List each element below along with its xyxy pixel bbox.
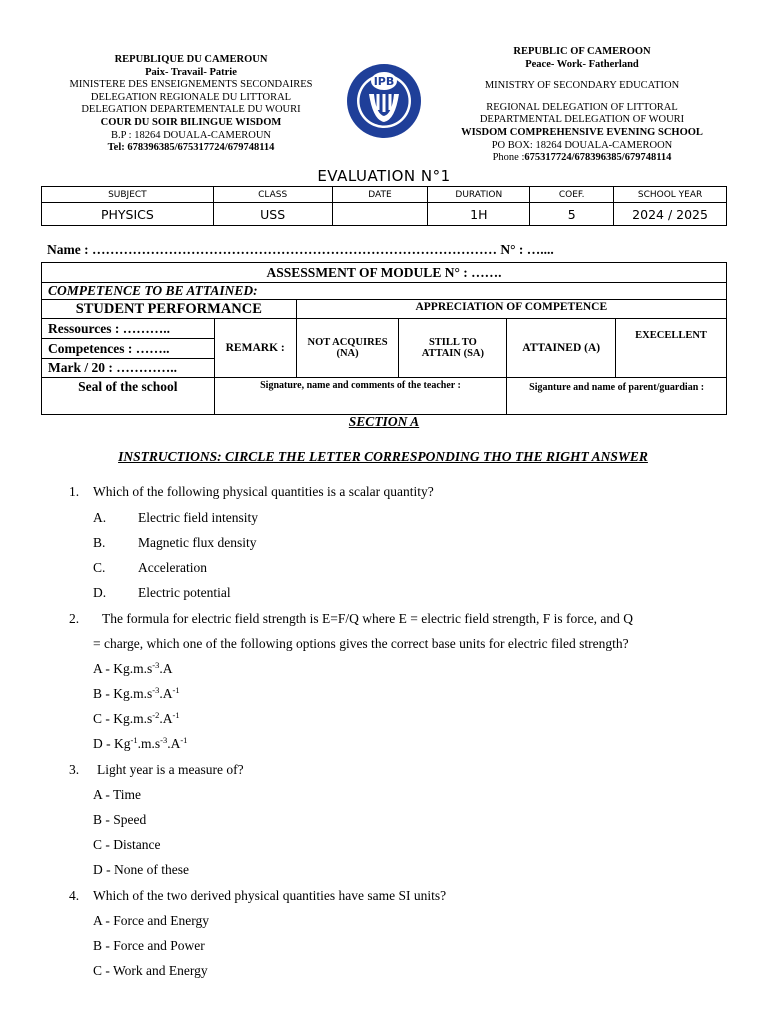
teacher-signature-box[interactable]: Signature, name and comments of the teacher :: [214, 378, 507, 415]
school-name-fr: COUR DU SOIR BILINGUE WISDOM: [100, 116, 282, 128]
phone-label: Phone :: [492, 152, 525, 164]
attained-box[interactable]: ATTAINED (A): [507, 319, 616, 378]
option-letter[interactable]: A.: [93, 510, 107, 525]
departmental-delegation-fr: DELEGATION DEPARTEMENTALE DU WOURI: [81, 104, 301, 116]
phone-fr: Tel: 678396385/675317724/679748114: [107, 142, 275, 154]
question-number: 3.: [69, 762, 80, 777]
info-header-row: [42, 187, 727, 203]
question-text: Light year is a measure of?: [97, 762, 244, 777]
evaluation-title: EVALUATION N°1: [317, 167, 451, 185]
subject-value: PHYSICS: [42, 203, 214, 226]
question-number: 1.: [69, 484, 80, 499]
phone-value: 675317724/678396385/679748114: [524, 152, 672, 164]
remark-label: REMARK :: [214, 319, 296, 378]
regional-delegation-fr: DELEGATION REGIONALE DU LITTORAL: [90, 91, 292, 103]
module-row[interactable]: ASSESSMENT OF MODULE N° : …….: [42, 263, 727, 283]
appreciation-header: APPRECIATION OF COMPETENCE: [296, 300, 726, 319]
student-name-line[interactable]: Name : ……………………………………………………………………………… N° : …....: [47, 242, 554, 257]
ministry-fr: MINISTERE DES ENSEIGNEMENTS SECONDAIRES: [69, 79, 313, 91]
coef-header: COEF.: [530, 187, 614, 203]
q4-option-c[interactable]: C - Work and Energy: [93, 963, 208, 978]
po-box-en: PO BOX: 18264 DOUALA-CAMEROON: [491, 139, 673, 151]
competences-field[interactable]: Competences : ……..: [42, 339, 215, 359]
date-header: DATE: [332, 187, 428, 203]
q3-option-a[interactable]: A - Time: [93, 787, 142, 802]
q3-option-c[interactable]: C - Distance: [93, 837, 161, 852]
q2-option-c[interactable]: C - $Kg.m.s^{-2}.A^{-1}$: [93, 710, 180, 726]
still-to-attain-box[interactable]: [399, 319, 507, 378]
mark-field[interactable]: Mark / 20 : …………..: [42, 359, 215, 378]
regional-delegation-en: REGIONAL DELEGATION OF LITTORAL: [486, 101, 678, 113]
duration-value: 1H: [428, 203, 530, 226]
phone-en: [440, 152, 724, 165]
school-year-value: 2024 / 2025: [614, 203, 727, 226]
class-header: CLASS: [213, 187, 332, 203]
departmental-delegation-en: DEPARTMENTAL DELEGATION OF WOURI: [479, 114, 685, 126]
option-text: Electric potential: [138, 585, 231, 600]
school-logo: [345, 62, 423, 140]
not-acquired-code: (NA): [336, 348, 359, 359]
question-text: Which of the two derived physical quantities have same SI units?: [93, 888, 447, 903]
q2-option-d[interactable]: D - $Kg^{-1}.m.s^{-3}.A^{-1}$: [93, 735, 188, 751]
section-title: SECTION A: [348, 414, 420, 429]
student-performance-header: STUDENT PERFORMANCE: [42, 300, 297, 319]
subject-header: SUBJECT: [42, 187, 214, 203]
class-value: USS: [213, 203, 332, 226]
school-seal-box: Seal of the school: [42, 378, 215, 415]
question-text-line2: = charge, which one of the following options gives the correct base units for electric filed strength?: [93, 636, 629, 651]
question-number: 2.: [69, 611, 80, 626]
q4-option-b[interactable]: B - Force and Power: [93, 938, 205, 953]
parent-signature-box[interactable]: Siganture and name of parent/guardian :: [507, 378, 727, 415]
info-value-row: [42, 203, 727, 226]
school-name-en: WISDOM COMPREHENSIVE EVENING SCHOOL: [461, 126, 703, 138]
exam-info-table: [41, 186, 727, 226]
assessment-table: [41, 262, 727, 415]
header-french: [50, 54, 332, 155]
q2-option-b[interactable]: B - $Kg.m.s^{-3}.A^{-1}$: [93, 685, 180, 701]
motto-fr: Paix- Travail- Patrie: [145, 66, 237, 78]
still-to-attain-label: STILL TO: [428, 337, 477, 348]
option-letter[interactable]: D.: [93, 585, 107, 600]
date-value[interactable]: [332, 203, 428, 226]
ressources-field[interactable]: Ressources : ………..: [42, 319, 215, 339]
q3-option-d[interactable]: D - None of these: [93, 862, 189, 877]
ministry-en: MINISTRY OF SECONDARY EDUCATION: [484, 80, 680, 92]
not-acquired-label: NOT ACQUIRES: [307, 337, 388, 348]
option-letter[interactable]: B.: [93, 535, 106, 550]
q4-option-a[interactable]: A - Force and Energy: [93, 913, 209, 928]
question-number: 4.: [69, 888, 80, 903]
option-text: Electric field intensity: [138, 510, 258, 525]
motto-en: Peace- Work- Fatherland: [525, 58, 639, 70]
duration-header: DURATION: [428, 187, 530, 203]
option-letter[interactable]: C.: [93, 560, 106, 575]
logo-text: IPB: [373, 75, 395, 88]
coef-value: 5: [530, 203, 614, 226]
country-name-en: REPUBLIC OF CAMEROON: [513, 46, 651, 57]
instructions: INSTRUCTIONS: CIRCLE THE LETTER CORRESPONDING THO THE RIGHT ANSWER: [118, 449, 648, 464]
still-to-attain-code: ATTAIN (SA): [421, 348, 485, 359]
q2-option-a[interactable]: A - $Kg.m.s^{-3}.A$: [93, 660, 173, 676]
not-acquired-box[interactable]: [296, 319, 399, 378]
school-year-header: SCHOOL YEAR: [614, 187, 727, 203]
option-text: Acceleration: [138, 560, 207, 575]
country-name-fr: REPUBLIQUE DU CAMEROUN: [114, 54, 268, 65]
competence-row: COMPETENCE TO BE ATTAINED:: [42, 283, 727, 300]
question-text-line1: The formula for electric field strength is E=F/Q where E = electric field strength, F is force, and Q: [102, 611, 634, 626]
excellent-box[interactable]: EXECELLENT: [616, 319, 727, 378]
option-text: Magnetic flux density: [138, 535, 257, 550]
po-box-fr: B.P : 18264 DOUALA-CAMEROUN: [110, 129, 272, 141]
question-text: Which of the following physical quantities is a scalar quantity?: [93, 484, 434, 499]
header-english: [440, 46, 724, 165]
q3-option-b[interactable]: B - Speed: [93, 812, 147, 827]
